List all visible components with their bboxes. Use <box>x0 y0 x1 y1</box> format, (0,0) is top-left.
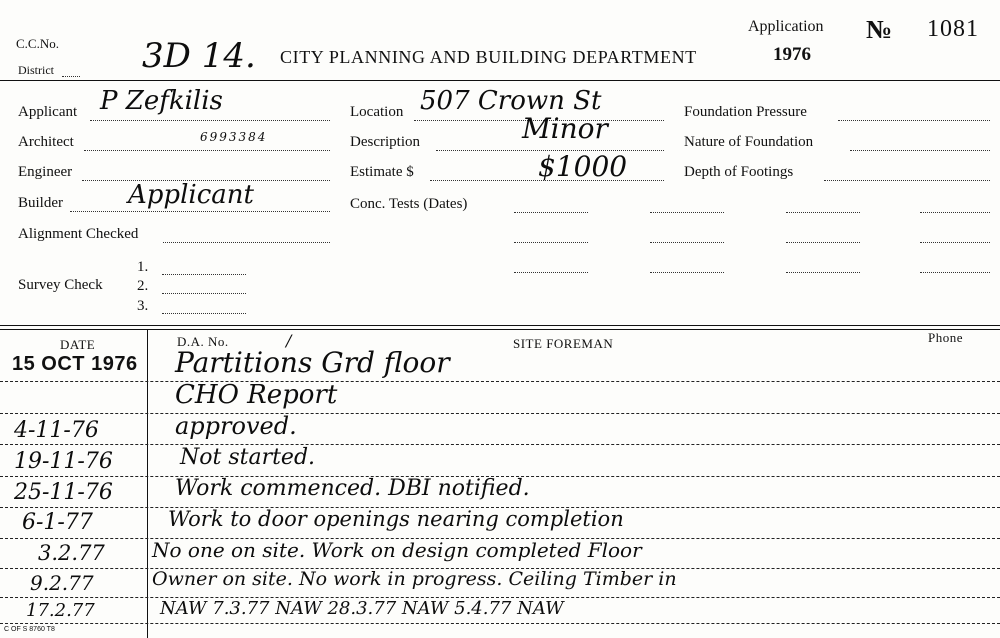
applicant-line <box>90 120 330 121</box>
survey-item-1: 1. <box>137 259 149 275</box>
builder-line <box>70 211 330 212</box>
location-label: Location <box>350 104 404 120</box>
conc-line-d3 <box>920 272 990 273</box>
nature-foundation-label: Nature of Foundation <box>684 134 814 150</box>
conc-line-a1 <box>514 212 588 213</box>
log-entry: Work to door openings nearing completion <box>168 507 624 531</box>
depth-footings-line <box>824 180 990 181</box>
log-divider-top <box>0 325 1000 326</box>
survey-item-2: 2. <box>137 278 149 294</box>
cc-no-label: C.C.No. <box>16 36 59 51</box>
row-line <box>0 623 1000 624</box>
conc-line-a3 <box>514 272 588 273</box>
survey-item-3: 3. <box>137 298 149 314</box>
district-line <box>62 76 80 77</box>
conc-line-d2 <box>920 242 990 243</box>
survey-line-2 <box>162 293 246 294</box>
date-column-divider <box>147 329 148 638</box>
application-year: 1976 <box>773 44 811 65</box>
conc-line-c1 <box>786 212 860 213</box>
description-value: Minor <box>522 112 608 145</box>
log-divider-top-2 <box>0 329 1000 330</box>
conc-tests-label: Conc. Tests (Dates) <box>350 196 468 212</box>
district-number: 3D 14. <box>142 36 256 76</box>
conc-line-b1 <box>650 212 724 213</box>
architect-label: Architect <box>18 134 74 150</box>
number-symbol: № <box>866 15 893 44</box>
survey-line-3 <box>162 313 246 314</box>
row-line <box>0 444 1000 445</box>
conc-line-b3 <box>650 272 724 273</box>
foundation-pressure-line <box>838 120 990 121</box>
alignment-line <box>163 242 330 243</box>
log-date: 3.2.77 <box>38 541 105 565</box>
log-entry: Work commenced. DBI notified. <box>175 476 530 501</box>
conc-line-d1 <box>920 212 990 213</box>
log-entry: Partitions Grd floor <box>175 346 450 379</box>
survey-check-label: Survey Check <box>18 277 103 293</box>
form-code: C OF S 8760 T8 <box>4 626 55 633</box>
header-divider <box>0 80 1000 81</box>
log-entry: Owner on site. No work in progress. Ceiling Timber in <box>152 568 677 590</box>
date-header: DATE <box>60 337 96 352</box>
log-entry: No one on site. Work on design completed Floor <box>152 538 642 562</box>
architect-line <box>84 150 330 151</box>
site-foreman-header: SITE FOREMAN <box>513 336 614 351</box>
log-entry: approved. <box>175 412 297 440</box>
log-date: 15 OCT 1976 <box>12 353 138 375</box>
district-label: District <box>18 63 54 77</box>
log-date: 6-1-77 <box>22 510 93 535</box>
log-entry: Not started. <box>180 445 316 470</box>
engineer-label: Engineer <box>18 164 73 180</box>
applicant-value: P Zefkilis <box>100 86 223 116</box>
application-label: Application <box>748 18 824 35</box>
alignment-label: Alignment Checked <box>18 226 139 242</box>
survey-line-1 <box>162 274 246 275</box>
conc-line-c2 <box>786 242 860 243</box>
log-date: 25-11-76 <box>14 480 113 505</box>
location-value: 507 Crown St <box>420 86 602 116</box>
conc-line-a2 <box>514 242 588 243</box>
log-date: 17.2.77 <box>26 600 95 621</box>
application-number: 1081 <box>927 16 979 42</box>
log-entry: CHO Report <box>175 380 338 410</box>
depth-footings-label: Depth of Footings <box>684 164 794 180</box>
conc-line-b2 <box>650 242 724 243</box>
phone-header: Phone <box>928 330 963 345</box>
builder-label: Builder <box>18 195 63 211</box>
da-no-header: D.A. No. <box>177 334 229 349</box>
log-date: 19-11-76 <box>14 449 113 474</box>
estimate-value: $1000 <box>538 150 628 183</box>
log-date: 9.2.77 <box>30 571 94 595</box>
da-no-value: / <box>286 331 292 350</box>
row-line <box>0 381 1000 382</box>
nature-foundation-line <box>850 150 990 151</box>
log-date: 4-11-76 <box>14 418 99 443</box>
conc-line-c3 <box>786 272 860 273</box>
log-entry: NAW 7.3.77 NAW 28.3.77 NAW 5.4.77 NAW <box>160 598 564 619</box>
foundation-pressure-label: Foundation Pressure <box>684 104 807 120</box>
department-title: CITY PLANNING AND BUILDING DEPARTMENT <box>280 47 697 67</box>
estimate-label: Estimate $ <box>350 164 414 180</box>
row-line <box>0 413 1000 414</box>
description-label: Description <box>350 134 420 150</box>
applicant-label: Applicant <box>18 104 78 120</box>
builder-value: Applicant <box>128 180 254 210</box>
architect-value: 6993384 <box>200 130 268 144</box>
